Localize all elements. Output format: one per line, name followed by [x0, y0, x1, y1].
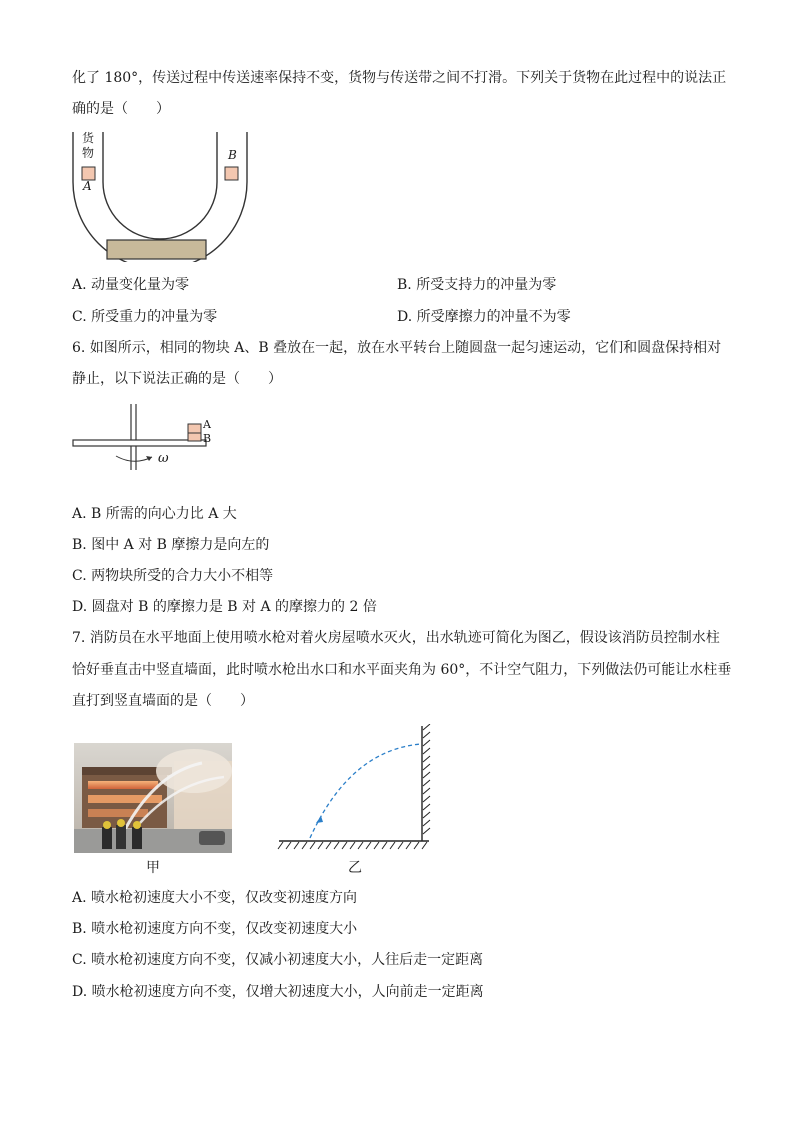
q7-option-d[interactable]: D. 喷水枪初速度方向不变，仅增大初速度大小，人向前走一定距离 [72, 984, 484, 1000]
q5-stem-line-1: 化了 180°，传送过程中传送速率保持不变，货物与传送带之间不打滑。下列关于货物在此过程中的说法正 [72, 70, 727, 86]
trajectory-arrow [316, 816, 323, 823]
q5-option-a[interactable]: A. 动量变化量为零 [72, 277, 190, 293]
q7-option-a[interactable]: A. 喷水枪初速度大小不变，仅改变初速度方向 [72, 890, 358, 906]
block-a [188, 424, 201, 433]
q5-option-b[interactable]: B. 所受支持力的冲量为零 [397, 277, 557, 293]
label-b: B [228, 148, 237, 162]
q5-option-d[interactable]: D. 所受摩擦力的冲量不为零 [397, 309, 571, 325]
label-a: A [83, 179, 92, 193]
caption-yi: 乙 [348, 860, 362, 876]
q7-stem-line-3: 直打到竖直墙面的是（ ） [72, 693, 254, 709]
q7-option-b[interactable]: B. 喷水枪初速度方向不变，仅改变初速度大小 [72, 921, 358, 937]
trajectory-diagram [277, 724, 437, 854]
turntable-disk [73, 440, 206, 446]
caption-jia: 甲 [146, 860, 160, 876]
q6-turntable-figure [70, 402, 220, 472]
label-omega: ω [158, 451, 169, 466]
wall-hatching [423, 724, 430, 834]
conveyor-base [107, 240, 206, 259]
q6-option-c[interactable]: C. 两物块所受的合力大小不相等 [72, 568, 274, 584]
cargo-box-b [225, 167, 238, 180]
q6-stem-line-1: 6. 如图所示，相同的物块 A、B 叠放在一起，放在水平转台上随圆盘一起匀速运动，它们和圆盘保持相对 [72, 340, 722, 356]
label-block-a: A [203, 418, 211, 431]
q6-option-d[interactable]: D. 圆盘对 B 的摩擦力是 B 对 A 的摩擦力的 2 倍 [72, 599, 377, 615]
label-goods: 货物 [82, 131, 95, 160]
q6-option-a[interactable]: A. B 所需的向心力比 A 大 [72, 506, 237, 522]
ground-hatching [278, 842, 427, 849]
q5-option-c[interactable]: C. 所受重力的冲量为零 [72, 309, 218, 325]
q6-option-b[interactable]: B. 图中 A 对 B 摩擦力是向左的 [72, 537, 270, 553]
firefighter-photo [74, 743, 232, 853]
water-trajectory [310, 744, 421, 838]
q7-stem-line-1: 7. 消防员在水平地面上使用喷水枪对着火房屋喷水灭火，出水轨迹可简化为图乙，假设该消防员控制水柱 [72, 630, 720, 646]
block-b [188, 433, 201, 441]
label-block-b: B [203, 432, 212, 445]
q7-option-c[interactable]: C. 喷水枪初速度方向不变，仅减小初速度大小，人往后走一定距离 [72, 952, 484, 968]
q7-stem-line-2: 恰好垂直击中竖直墙面，此时喷水枪出水口和水平面夹角为 60°，不计空气阻力，下列做法仍可能让水柱垂 [72, 662, 732, 678]
conveyor-inner-edge [103, 132, 217, 239]
q5-stem-line-2: 确的是（ ） [72, 101, 170, 117]
q6-stem-line-2: 静止，以下说法正确的是（ ） [72, 371, 282, 387]
